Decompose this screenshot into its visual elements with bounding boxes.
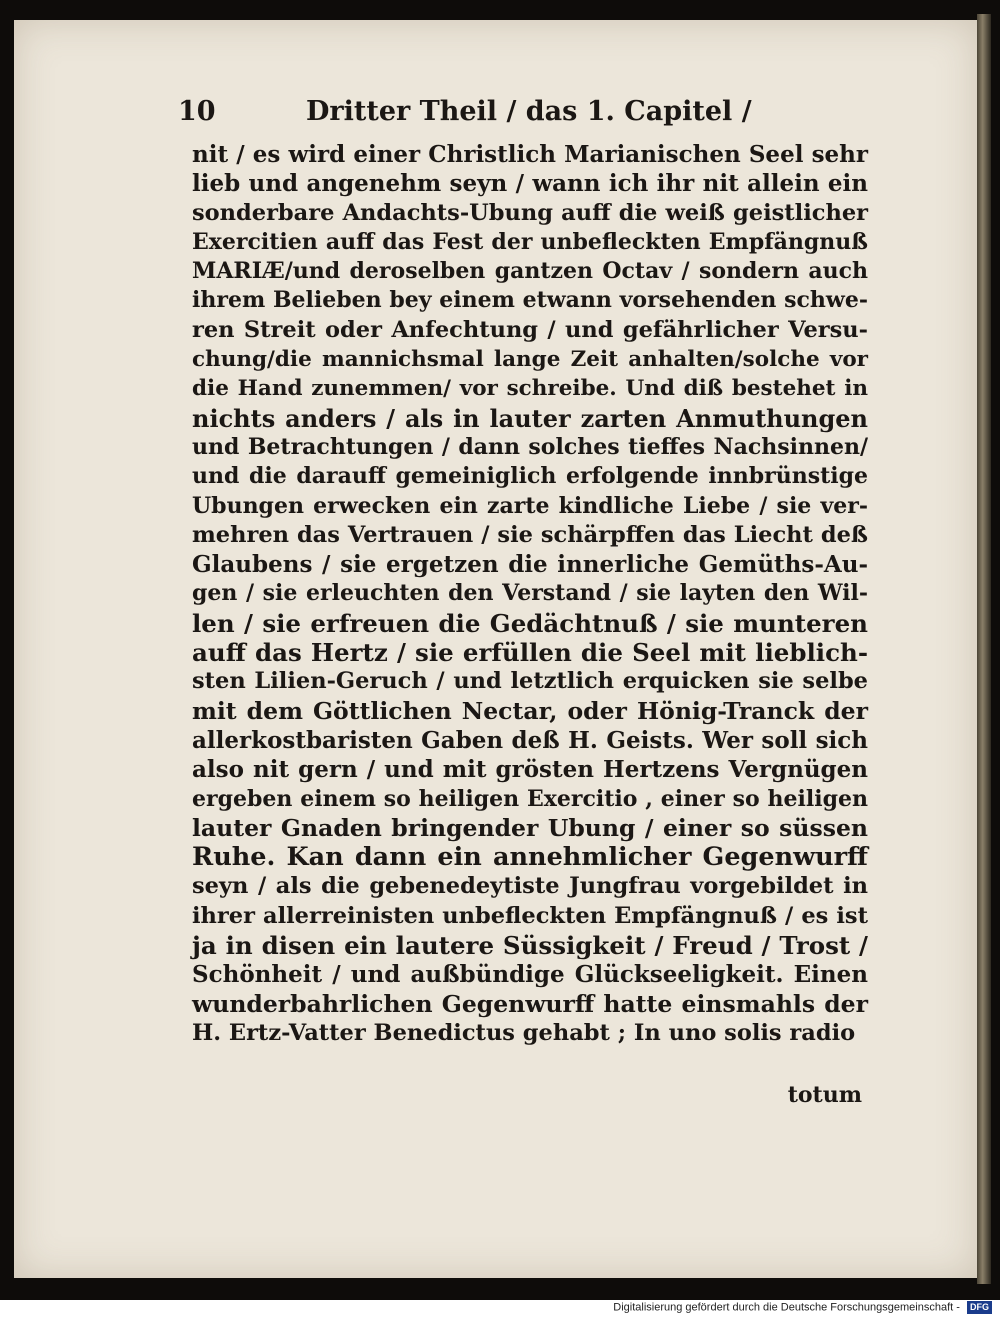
page-header — [178, 96, 868, 136]
footer — [560, 1301, 992, 1319]
text-line: nichts anders / als in lauter zarten Anmuthungen — [192, 403, 868, 433]
text-line: Ruhe. Kan dann ein annehmlicher Gegenwurff — [192, 842, 868, 873]
text-line: mit dem Göttlichen Nectar, oder Hönig-Tranck der — [192, 696, 868, 725]
text-line: ren Streit oder Anfechtung / und gefährlicher Versu- — [192, 316, 868, 343]
text-line: chung/die mannichsmal lange Zeit anhalten/solche vor — [192, 347, 868, 373]
page-number: 10 — [178, 96, 216, 127]
text-line: und Betrachtungen / dann solches tieffes Nachsinnen/ — [192, 433, 868, 460]
text-line: die Hand zunemmen/ vor schreibe. Und diß bestehet in — [192, 376, 868, 402]
text-line: Ubungen erwecken ein zarte kindliche Liebe / sie ver- — [192, 492, 868, 519]
page-edge — [977, 14, 991, 1284]
dfg-logo: DFG — [967, 1301, 992, 1314]
text-line: ihrem Belieben bey einem etwann vorsehenden schwe- — [192, 287, 868, 314]
text-line: sonderbare Andachts-Ubung auff die weiß geistlicher — [192, 199, 868, 226]
text-line: sten Lilien-Geruch / und letztlich erquicken sie selbe — [192, 668, 868, 695]
text-line: Exercitien auff das Fest der unbefleckten Empfängnuß — [192, 228, 868, 255]
text-line: also nit gern / und mit grösten Hertzens Vergnügen — [192, 756, 868, 784]
body-text — [192, 140, 868, 1048]
text-line: ergeben einem so heiligen Exercitio , einer so heiligen — [192, 785, 868, 812]
text-line: mehren das Vertrauen / sie schärpffen das Liecht deß — [192, 521, 868, 548]
footer-credit: Digitalisierung gefördert durch die Deutsche Forschungsgemeinschaft - — [613, 1301, 960, 1314]
text-line: ihrer allerreinisten unbefleckten Empfängnuß / es ist — [192, 902, 868, 929]
text-line: nit / es wird einer Christlich Marianischen Seel sehr — [192, 141, 868, 168]
text-line: wunderbahrlichen Gegenwurff hatte einsmahls der — [192, 989, 868, 1018]
text-line: auff das Hertz / sie erfüllen die Seel mit lieblich- — [192, 638, 868, 668]
catchword: totum — [787, 1082, 862, 1108]
text-line: H. Ertz-Vatter Benedictus gehabt ; In uno solis radio — [192, 1019, 856, 1046]
text-line: lieb und angenehm seyn / wann ich ihr nit allein ein — [192, 170, 868, 198]
running-header: Dritter Theil / das 1. Capitel / — [306, 96, 752, 127]
text-line: lauter Gnaden bringender Ubung / einer so süssen — [192, 813, 868, 842]
text-line: allerkostbaristen Gaben deß H. Geists. Wer soll sich — [192, 726, 868, 754]
text-line: len / sie erfreuen die Gedächtnuß / sie munteren — [192, 608, 868, 638]
text-line: und die darauff gemeiniglich erfolgende innbrünstige — [192, 463, 868, 490]
text-line: Schönheit / und außbündige Glückseeligkeit. Einen — [192, 961, 868, 989]
text-line: ja in disen ein lautere Süssigkeit / Freud / Trost / — [192, 931, 868, 961]
text-line: seyn / als die gebenedeytiste Jungfrau vorgebildet in — [192, 873, 868, 900]
text-line: gen / sie erleuchten den Verstand / sie layten den Wil- — [192, 580, 868, 607]
text-line: MARIÆ/und deroselben gantzen Octav / sondern auch — [192, 258, 868, 285]
text-line: Glaubens / sie ergetzen die innerliche Gemüths-Au- — [192, 551, 868, 579]
